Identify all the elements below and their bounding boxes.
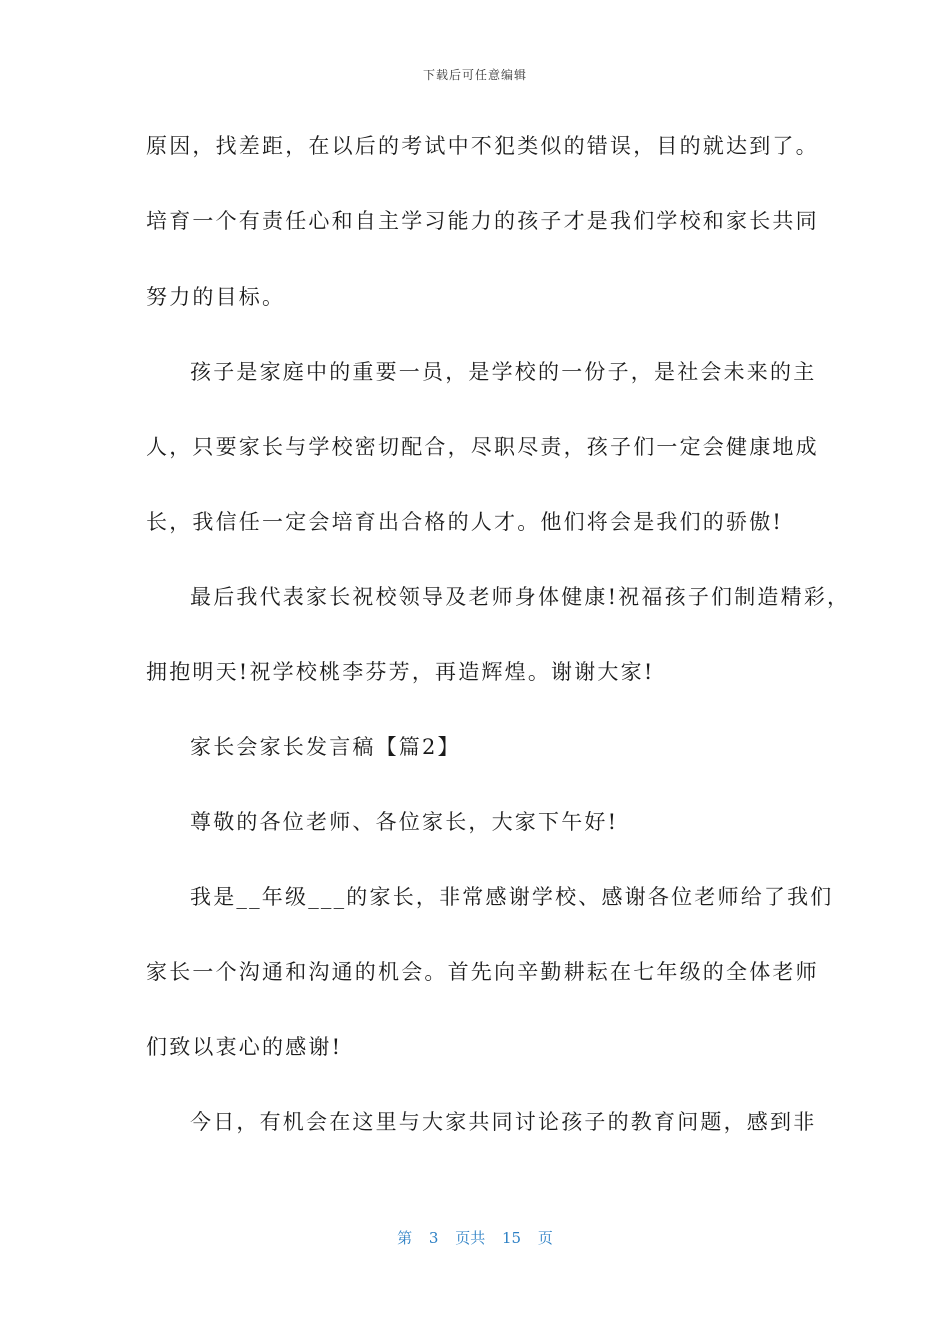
body-line-13: 们致以衷心的感谢!: [146, 1035, 343, 1059]
footer-page-current: 3: [428, 1229, 439, 1247]
body-line-5: 人，只要家长与学校密切配合，尽职尽责，孩子们一定会健康地成: [146, 435, 819, 459]
body-line-7: 最后我代表家长祝校领导及老师身体健康!祝福孩子们制造精彩，: [190, 585, 851, 609]
body-line-6: 长，我信任一定会培育出合格的人才。他们将会是我们的骄傲!: [146, 510, 784, 534]
body-line-8: 拥抱明天!祝学校桃李芬芳，再造辉煌。谢谢大家!: [146, 660, 655, 684]
body-line-10: 尊敬的各位老师、各位家长，大家下午好!: [190, 810, 619, 834]
footer-prefix: 第: [397, 1229, 413, 1247]
footer-middle: 页共: [455, 1229, 486, 1247]
page-footer: [0, 1227, 950, 1248]
body-line-1: 原因，找差距，在以后的考试中不犯类似的错误，目的就达到了。: [146, 134, 819, 158]
body-line-11: 我是__年级___的家长，非常感谢学校、感谢各位老师给了我们: [190, 885, 834, 909]
body-line-3: 努力的目标。: [146, 285, 286, 309]
header-note: 下载后可任意编辑: [422, 68, 527, 82]
body-line-12: 家长一个沟通和沟通的机会。首先向辛勤耕耘在七年级的全体老师: [146, 960, 819, 984]
body-line-14: 今日，有机会在这里与大家共同讨论孩子的教育问题，感到非: [190, 1110, 817, 1134]
body-line-4: 孩子是家庭中的重要一员，是学校的一份子，是社会未来的主: [190, 360, 817, 384]
body-line-2: 培育一个有责任心和自主学习能力的孩子才是我们学校和家长共同: [146, 209, 819, 233]
footer-suffix: 页: [537, 1229, 553, 1247]
footer-page-total: 15: [502, 1229, 522, 1247]
section-heading: 家长会家长发言稿【篇2】: [190, 735, 461, 759]
